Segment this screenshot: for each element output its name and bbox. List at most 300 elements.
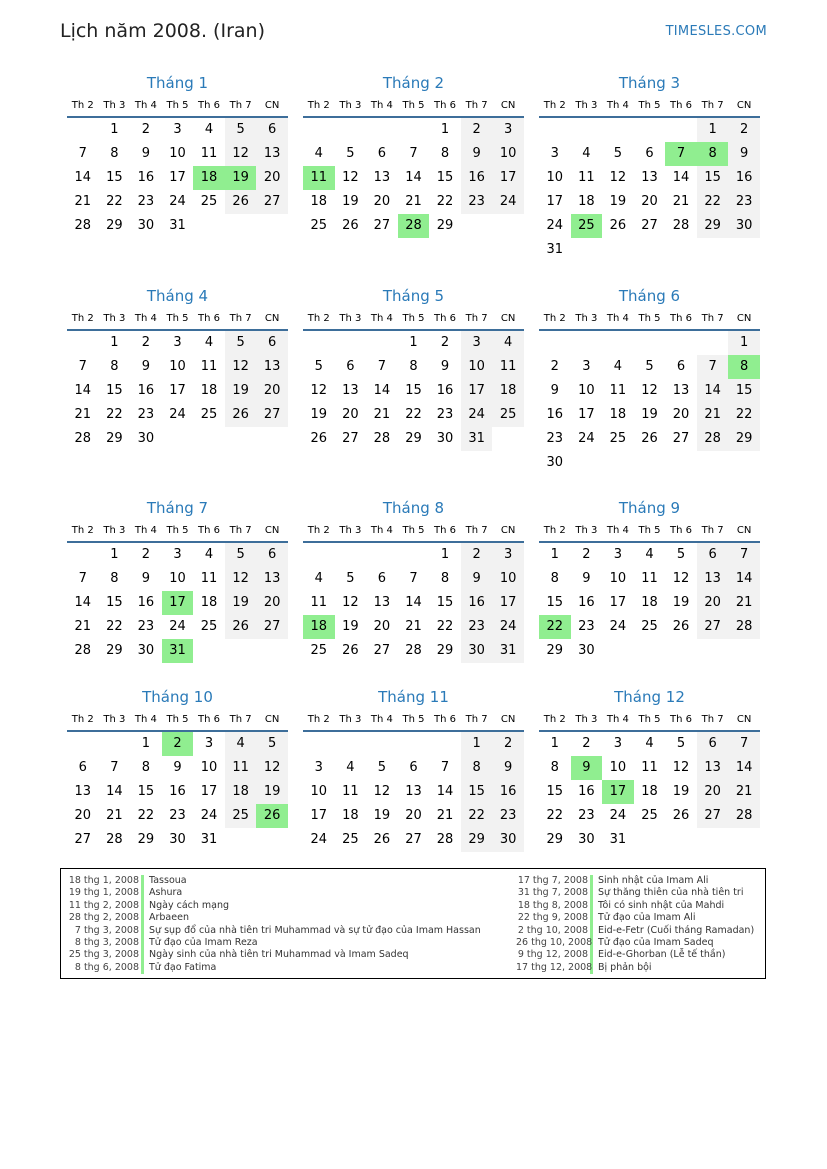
day-cell[interactable]: 3 bbox=[461, 331, 493, 355]
day-cell[interactable]: 10 bbox=[578, 383, 595, 398]
day-cell[interactable]: 28 bbox=[74, 431, 92, 446]
day-cell[interactable]: 19 bbox=[672, 784, 690, 799]
day-cell[interactable]: 25 bbox=[492, 403, 524, 427]
day-cell[interactable]: 23 bbox=[137, 407, 155, 422]
day-cell[interactable]: 15 bbox=[436, 595, 454, 610]
day-cell[interactable]: 5 bbox=[225, 118, 257, 142]
holiday-day-cell[interactable]: 28 bbox=[398, 214, 430, 238]
day-cell[interactable]: 10 bbox=[200, 760, 218, 775]
day-cell[interactable]: 6 bbox=[377, 146, 387, 161]
day-cell[interactable]: 7 bbox=[110, 760, 119, 775]
day-cell[interactable]: 10 bbox=[546, 170, 564, 185]
day-cell[interactable]: 24 bbox=[200, 808, 218, 823]
day-cell[interactable]: 21 bbox=[728, 591, 760, 615]
day-cell[interactable]: 15 bbox=[436, 170, 454, 185]
day-cell[interactable]: 8 bbox=[461, 756, 493, 780]
day-cell[interactable]: 9 bbox=[492, 756, 524, 780]
day-cell[interactable]: 27 bbox=[256, 190, 288, 214]
holiday-day-cell[interactable]: 9 bbox=[571, 756, 603, 780]
day-cell[interactable]: 24 bbox=[461, 403, 493, 427]
day-cell[interactable]: 4 bbox=[225, 732, 257, 756]
day-cell[interactable]: 26 bbox=[225, 190, 257, 214]
day-cell[interactable]: 3 bbox=[582, 359, 591, 374]
day-cell[interactable]: 23 bbox=[492, 804, 524, 828]
day-cell[interactable]: 9 bbox=[141, 146, 151, 161]
day-cell[interactable]: 17 bbox=[492, 591, 524, 615]
day-cell[interactable]: 6 bbox=[645, 146, 654, 161]
day-cell[interactable]: 20 bbox=[405, 808, 422, 823]
holiday-day-cell[interactable]: 17 bbox=[162, 591, 194, 615]
day-cell[interactable]: 3 bbox=[492, 543, 524, 567]
day-cell[interactable]: 7 bbox=[78, 146, 87, 161]
day-cell[interactable]: 24 bbox=[546, 218, 564, 233]
day-cell[interactable]: 17 bbox=[169, 170, 186, 185]
day-cell[interactable]: 10 bbox=[609, 571, 627, 586]
day-cell[interactable]: 12 bbox=[672, 571, 690, 586]
day-cell[interactable]: 20 bbox=[373, 619, 391, 634]
day-cell[interactable]: 6 bbox=[377, 571, 387, 586]
day-cell[interactable]: 10 bbox=[169, 571, 186, 586]
holiday-day-cell[interactable]: 31 bbox=[162, 639, 194, 663]
day-cell[interactable]: 22 bbox=[436, 194, 454, 209]
day-cell[interactable]: 20 bbox=[672, 407, 690, 422]
day-cell[interactable]: 31 bbox=[169, 218, 186, 233]
day-cell[interactable]: 6 bbox=[409, 760, 418, 775]
day-cell[interactable]: 13 bbox=[697, 567, 729, 591]
day-cell[interactable]: 21 bbox=[436, 808, 454, 823]
day-cell[interactable]: 4 bbox=[314, 571, 323, 586]
day-cell[interactable]: 15 bbox=[106, 595, 123, 610]
day-cell[interactable]: 5 bbox=[346, 571, 355, 586]
day-cell[interactable]: 4 bbox=[204, 335, 214, 350]
day-cell[interactable]: 10 bbox=[609, 760, 627, 775]
day-cell[interactable]: 13 bbox=[672, 383, 690, 398]
day-cell[interactable]: 19 bbox=[609, 194, 627, 209]
day-cell[interactable]: 20 bbox=[697, 780, 729, 804]
day-cell[interactable]: 30 bbox=[492, 828, 524, 852]
day-cell[interactable]: 13 bbox=[74, 784, 92, 799]
day-cell[interactable]: 17 bbox=[461, 379, 493, 403]
day-cell[interactable]: 11 bbox=[310, 595, 328, 610]
day-cell[interactable]: 29 bbox=[461, 828, 493, 852]
day-cell[interactable]: 3 bbox=[173, 122, 182, 137]
day-cell[interactable]: 3 bbox=[613, 736, 623, 751]
day-cell[interactable]: 24 bbox=[609, 808, 627, 823]
day-cell[interactable]: 26 bbox=[225, 403, 257, 427]
day-cell[interactable]: 18 bbox=[641, 784, 658, 799]
day-cell[interactable]: 24 bbox=[609, 619, 627, 634]
day-cell[interactable]: 14 bbox=[74, 383, 92, 398]
day-cell[interactable]: 24 bbox=[169, 407, 186, 422]
day-cell[interactable]: 15 bbox=[106, 383, 123, 398]
day-cell[interactable]: 5 bbox=[676, 547, 686, 562]
day-cell[interactable]: 2 bbox=[141, 122, 151, 137]
day-cell[interactable]: 26 bbox=[373, 832, 391, 847]
day-cell[interactable]: 18 bbox=[342, 808, 359, 823]
day-cell[interactable]: 19 bbox=[310, 407, 328, 422]
day-cell[interactable]: 14 bbox=[74, 170, 92, 185]
day-cell[interactable]: 29 bbox=[106, 431, 123, 446]
day-cell[interactable]: 2 bbox=[582, 547, 591, 562]
day-cell[interactable]: 11 bbox=[225, 756, 257, 780]
day-cell[interactable]: 25 bbox=[310, 643, 328, 658]
day-cell[interactable]: 28 bbox=[74, 643, 92, 658]
day-cell[interactable]: 2 bbox=[550, 359, 559, 374]
day-cell[interactable]: 20 bbox=[373, 194, 391, 209]
day-cell[interactable]: 19 bbox=[342, 194, 359, 209]
day-cell[interactable]: 23 bbox=[578, 619, 595, 634]
day-cell[interactable]: 14 bbox=[405, 170, 422, 185]
day-cell[interactable]: 5 bbox=[613, 146, 623, 161]
day-cell[interactable]: 29 bbox=[436, 643, 454, 658]
day-cell[interactable]: 30 bbox=[137, 643, 155, 658]
holiday-day-cell[interactable]: 17 bbox=[602, 780, 634, 804]
day-cell[interactable]: 23 bbox=[436, 407, 454, 422]
day-cell[interactable]: 29 bbox=[106, 218, 123, 233]
day-cell[interactable]: 9 bbox=[173, 760, 182, 775]
day-cell[interactable]: 13 bbox=[256, 567, 288, 591]
day-cell[interactable]: 21 bbox=[74, 194, 92, 209]
day-cell[interactable]: 29 bbox=[546, 643, 564, 658]
day-cell[interactable]: 15 bbox=[546, 784, 564, 799]
day-cell[interactable]: 6 bbox=[256, 331, 288, 355]
day-cell[interactable]: 27 bbox=[342, 431, 359, 446]
day-cell[interactable]: 7 bbox=[697, 355, 729, 379]
day-cell[interactable]: 25 bbox=[200, 194, 218, 209]
day-cell[interactable]: 7 bbox=[409, 571, 418, 586]
day-cell[interactable]: 4 bbox=[346, 760, 355, 775]
day-cell[interactable]: 2 bbox=[582, 736, 591, 751]
day-cell[interactable]: 13 bbox=[342, 383, 359, 398]
day-cell[interactable]: 3 bbox=[314, 760, 323, 775]
day-cell[interactable]: 28 bbox=[106, 832, 123, 847]
day-cell[interactable]: 23 bbox=[461, 190, 493, 214]
day-cell[interactable]: 12 bbox=[342, 595, 359, 610]
day-cell[interactable]: 15 bbox=[546, 595, 564, 610]
day-cell[interactable]: 30 bbox=[578, 643, 595, 658]
day-cell[interactable]: 21 bbox=[74, 619, 92, 634]
holiday-day-cell[interactable]: 25 bbox=[571, 214, 603, 238]
day-cell[interactable]: 4 bbox=[613, 359, 623, 374]
day-cell[interactable]: 11 bbox=[492, 355, 524, 379]
holiday-day-cell[interactable]: 18 bbox=[303, 615, 335, 639]
day-cell[interactable]: 16 bbox=[546, 407, 564, 422]
day-cell[interactable]: 25 bbox=[641, 619, 658, 634]
day-cell[interactable]: 1 bbox=[141, 736, 151, 751]
day-cell[interactable]: 21 bbox=[405, 619, 422, 634]
day-cell[interactable]: 18 bbox=[200, 383, 218, 398]
day-cell[interactable]: 10 bbox=[492, 567, 524, 591]
day-cell[interactable]: 30 bbox=[461, 639, 493, 663]
day-cell[interactable]: 27 bbox=[74, 832, 92, 847]
day-cell[interactable]: 29 bbox=[137, 832, 155, 847]
day-cell[interactable]: 8 bbox=[110, 359, 119, 374]
day-cell[interactable]: 20 bbox=[74, 808, 92, 823]
day-cell[interactable]: 31 bbox=[461, 427, 493, 451]
day-cell[interactable]: 12 bbox=[672, 760, 690, 775]
day-cell[interactable]: 4 bbox=[204, 547, 214, 562]
day-cell[interactable]: 27 bbox=[697, 804, 729, 828]
day-cell[interactable]: 2 bbox=[141, 547, 151, 562]
day-cell[interactable]: 5 bbox=[225, 543, 257, 567]
day-cell[interactable]: 26 bbox=[672, 808, 690, 823]
day-cell[interactable]: 4 bbox=[645, 736, 654, 751]
day-cell[interactable]: 19 bbox=[373, 808, 391, 823]
day-cell[interactable]: 24 bbox=[578, 431, 595, 446]
day-cell[interactable]: 4 bbox=[582, 146, 591, 161]
day-cell[interactable]: 24 bbox=[492, 615, 524, 639]
day-cell[interactable]: 25 bbox=[310, 218, 328, 233]
day-cell[interactable]: 23 bbox=[546, 431, 564, 446]
day-cell[interactable]: 20 bbox=[641, 194, 658, 209]
day-cell[interactable]: 19 bbox=[672, 595, 690, 610]
day-cell[interactable]: 29 bbox=[728, 427, 760, 451]
day-cell[interactable]: 5 bbox=[377, 760, 387, 775]
day-cell[interactable]: 31 bbox=[609, 832, 627, 847]
day-cell[interactable]: 1 bbox=[110, 335, 119, 350]
day-cell[interactable]: 6 bbox=[697, 732, 729, 756]
day-cell[interactable]: 21 bbox=[405, 194, 422, 209]
day-cell[interactable]: 21 bbox=[672, 194, 690, 209]
day-cell[interactable]: 20 bbox=[342, 407, 359, 422]
day-cell[interactable]: 16 bbox=[728, 166, 760, 190]
day-cell[interactable]: 19 bbox=[256, 780, 288, 804]
day-cell[interactable]: 30 bbox=[436, 431, 454, 446]
day-cell[interactable]: 31 bbox=[200, 832, 218, 847]
day-cell[interactable]: 1 bbox=[550, 547, 559, 562]
day-cell[interactable]: 22 bbox=[697, 190, 729, 214]
day-cell[interactable]: 17 bbox=[546, 194, 564, 209]
day-cell[interactable]: 29 bbox=[405, 431, 422, 446]
day-cell[interactable]: 27 bbox=[641, 218, 658, 233]
day-cell[interactable]: 9 bbox=[550, 383, 559, 398]
day-cell[interactable]: 2 bbox=[440, 335, 450, 350]
day-cell[interactable]: 31 bbox=[546, 242, 564, 257]
day-cell[interactable]: 13 bbox=[405, 784, 422, 799]
day-cell[interactable]: 2 bbox=[728, 118, 760, 142]
day-cell[interactable]: 5 bbox=[676, 736, 686, 751]
day-cell[interactable]: 25 bbox=[342, 832, 359, 847]
day-cell[interactable]: 12 bbox=[256, 756, 288, 780]
day-cell[interactable]: 27 bbox=[256, 403, 288, 427]
day-cell[interactable]: 12 bbox=[310, 383, 328, 398]
day-cell[interactable]: 14 bbox=[436, 784, 454, 799]
day-cell[interactable]: 21 bbox=[106, 808, 123, 823]
day-cell[interactable]: 20 bbox=[697, 591, 729, 615]
day-cell[interactable]: 9 bbox=[440, 359, 450, 374]
day-cell[interactable]: 8 bbox=[440, 571, 450, 586]
day-cell[interactable]: 1 bbox=[409, 335, 418, 350]
day-cell[interactable]: 23 bbox=[169, 808, 186, 823]
day-cell[interactable]: 13 bbox=[373, 595, 391, 610]
day-cell[interactable]: 15 bbox=[461, 780, 493, 804]
day-cell[interactable]: 19 bbox=[641, 407, 658, 422]
day-cell[interactable]: 22 bbox=[106, 407, 123, 422]
day-cell[interactable]: 11 bbox=[342, 784, 359, 799]
day-cell[interactable]: 11 bbox=[578, 170, 595, 185]
day-cell[interactable]: 7 bbox=[377, 359, 387, 374]
day-cell[interactable]: 5 bbox=[314, 359, 323, 374]
day-cell[interactable]: 5 bbox=[256, 732, 288, 756]
day-cell[interactable]: 30 bbox=[578, 832, 595, 847]
day-cell[interactable]: 12 bbox=[609, 170, 627, 185]
day-cell[interactable]: 11 bbox=[641, 571, 658, 586]
day-cell[interactable]: 14 bbox=[106, 784, 123, 799]
day-cell[interactable]: 21 bbox=[373, 407, 391, 422]
day-cell[interactable]: 14 bbox=[373, 383, 391, 398]
day-cell[interactable]: 9 bbox=[728, 142, 760, 166]
day-cell[interactable]: 1 bbox=[697, 118, 729, 142]
day-cell[interactable]: 2 bbox=[461, 118, 493, 142]
day-cell[interactable]: 30 bbox=[169, 832, 186, 847]
day-cell[interactable]: 1 bbox=[728, 331, 760, 355]
day-cell[interactable]: 14 bbox=[728, 567, 760, 591]
day-cell[interactable]: 26 bbox=[641, 431, 658, 446]
day-cell[interactable]: 10 bbox=[492, 142, 524, 166]
day-cell[interactable]: 3 bbox=[492, 118, 524, 142]
day-cell[interactable]: 20 bbox=[256, 591, 288, 615]
day-cell[interactable]: 17 bbox=[578, 407, 595, 422]
day-cell[interactable]: 2 bbox=[461, 543, 493, 567]
day-cell[interactable]: 8 bbox=[141, 760, 151, 775]
day-cell[interactable]: 3 bbox=[550, 146, 559, 161]
day-cell[interactable]: 28 bbox=[74, 218, 92, 233]
day-cell[interactable]: 25 bbox=[200, 619, 218, 634]
day-cell[interactable]: 16 bbox=[578, 595, 595, 610]
day-cell[interactable]: 25 bbox=[641, 808, 658, 823]
day-cell[interactable]: 1 bbox=[550, 736, 559, 751]
day-cell[interactable]: 1 bbox=[440, 122, 450, 137]
day-cell[interactable]: 15 bbox=[106, 170, 123, 185]
day-cell[interactable]: 9 bbox=[141, 571, 151, 586]
day-cell[interactable]: 7 bbox=[728, 543, 760, 567]
day-cell[interactable]: 2 bbox=[492, 732, 524, 756]
day-cell[interactable]: 22 bbox=[137, 808, 155, 823]
day-cell[interactable]: 16 bbox=[461, 166, 493, 190]
day-cell[interactable]: 19 bbox=[225, 379, 257, 403]
day-cell[interactable]: 6 bbox=[676, 359, 686, 374]
day-cell[interactable]: 27 bbox=[405, 832, 422, 847]
holiday-day-cell[interactable]: 7 bbox=[665, 142, 697, 166]
day-cell[interactable]: 6 bbox=[256, 118, 288, 142]
day-cell[interactable]: 18 bbox=[641, 595, 658, 610]
day-cell[interactable]: 28 bbox=[728, 615, 760, 639]
day-cell[interactable]: 1 bbox=[461, 732, 493, 756]
day-cell[interactable]: 10 bbox=[461, 355, 493, 379]
day-cell[interactable]: 8 bbox=[409, 359, 418, 374]
day-cell[interactable]: 22 bbox=[405, 407, 422, 422]
day-cell[interactable]: 20 bbox=[256, 379, 288, 403]
day-cell[interactable]: 31 bbox=[492, 639, 524, 663]
day-cell[interactable]: 14 bbox=[74, 595, 92, 610]
day-cell[interactable]: 17 bbox=[310, 808, 328, 823]
day-cell[interactable]: 15 bbox=[405, 383, 422, 398]
day-cell[interactable]: 4 bbox=[314, 146, 323, 161]
day-cell[interactable]: 30 bbox=[137, 218, 155, 233]
day-cell[interactable]: 27 bbox=[373, 643, 391, 658]
day-cell[interactable]: 13 bbox=[256, 355, 288, 379]
day-cell[interactable]: 20 bbox=[256, 166, 288, 190]
day-cell[interactable]: 4 bbox=[645, 547, 654, 562]
day-cell[interactable]: 4 bbox=[492, 331, 524, 355]
day-cell[interactable]: 26 bbox=[310, 431, 328, 446]
day-cell[interactable]: 28 bbox=[373, 431, 391, 446]
holiday-day-cell[interactable]: 11 bbox=[303, 166, 335, 190]
day-cell[interactable]: 22 bbox=[106, 619, 123, 634]
day-cell[interactable]: 1 bbox=[110, 547, 119, 562]
day-cell[interactable]: 16 bbox=[436, 383, 454, 398]
day-cell[interactable]: 28 bbox=[697, 427, 729, 451]
holiday-day-cell[interactable]: 2 bbox=[162, 732, 194, 756]
day-cell[interactable]: 27 bbox=[672, 431, 690, 446]
day-cell[interactable]: 8 bbox=[110, 571, 119, 586]
day-cell[interactable]: 29 bbox=[546, 832, 564, 847]
day-cell[interactable]: 27 bbox=[256, 615, 288, 639]
day-cell[interactable]: 6 bbox=[697, 543, 729, 567]
day-cell[interactable]: 18 bbox=[200, 595, 218, 610]
day-cell[interactable]: 26 bbox=[672, 619, 690, 634]
day-cell[interactable]: 26 bbox=[609, 218, 627, 233]
day-cell[interactable]: 17 bbox=[492, 166, 524, 190]
day-cell[interactable]: 18 bbox=[578, 194, 595, 209]
day-cell[interactable]: 14 bbox=[405, 595, 422, 610]
day-cell[interactable]: 29 bbox=[106, 643, 123, 658]
day-cell[interactable]: 22 bbox=[728, 403, 760, 427]
day-cell[interactable]: 5 bbox=[225, 331, 257, 355]
day-cell[interactable]: 3 bbox=[173, 547, 182, 562]
day-cell[interactable]: 9 bbox=[141, 359, 151, 374]
day-cell[interactable]: 27 bbox=[373, 218, 391, 233]
day-cell[interactable]: 16 bbox=[137, 595, 155, 610]
day-cell[interactable]: 12 bbox=[641, 383, 658, 398]
holiday-day-cell[interactable]: 8 bbox=[728, 355, 760, 379]
day-cell[interactable]: 7 bbox=[78, 571, 87, 586]
day-cell[interactable]: 1 bbox=[110, 122, 119, 137]
day-cell[interactable]: 14 bbox=[728, 756, 760, 780]
day-cell[interactable]: 5 bbox=[346, 146, 355, 161]
day-cell[interactable]: 16 bbox=[492, 780, 524, 804]
day-cell[interactable]: 24 bbox=[169, 619, 186, 634]
day-cell[interactable]: 7 bbox=[728, 732, 760, 756]
day-cell[interactable]: 7 bbox=[440, 760, 450, 775]
day-cell[interactable]: 13 bbox=[256, 142, 288, 166]
day-cell[interactable]: 12 bbox=[373, 784, 391, 799]
day-cell[interactable]: 23 bbox=[137, 619, 155, 634]
day-cell[interactable]: 18 bbox=[310, 194, 328, 209]
day-cell[interactable]: 30 bbox=[728, 214, 760, 238]
day-cell[interactable]: 10 bbox=[169, 146, 186, 161]
day-cell[interactable]: 28 bbox=[728, 804, 760, 828]
day-cell[interactable]: 8 bbox=[550, 571, 559, 586]
holiday-day-cell[interactable]: 8 bbox=[697, 142, 729, 166]
day-cell[interactable]: 15 bbox=[728, 379, 760, 403]
day-cell[interactable]: 25 bbox=[200, 407, 218, 422]
day-cell[interactable]: 25 bbox=[225, 804, 257, 828]
day-cell[interactable]: 3 bbox=[173, 335, 182, 350]
brand-link[interactable]: TIMESLES.COM bbox=[665, 24, 767, 39]
day-cell[interactable]: 13 bbox=[641, 170, 658, 185]
day-cell[interactable]: 23 bbox=[578, 808, 595, 823]
day-cell[interactable]: 22 bbox=[461, 804, 493, 828]
day-cell[interactable]: 12 bbox=[225, 355, 257, 379]
day-cell[interactable]: 2 bbox=[141, 335, 151, 350]
holiday-day-cell[interactable]: 18 bbox=[193, 166, 225, 190]
day-cell[interactable]: 9 bbox=[461, 142, 493, 166]
day-cell[interactable]: 4 bbox=[204, 122, 214, 137]
day-cell[interactable]: 21 bbox=[697, 403, 729, 427]
day-cell[interactable]: 11 bbox=[200, 359, 218, 374]
day-cell[interactable]: 17 bbox=[609, 595, 627, 610]
